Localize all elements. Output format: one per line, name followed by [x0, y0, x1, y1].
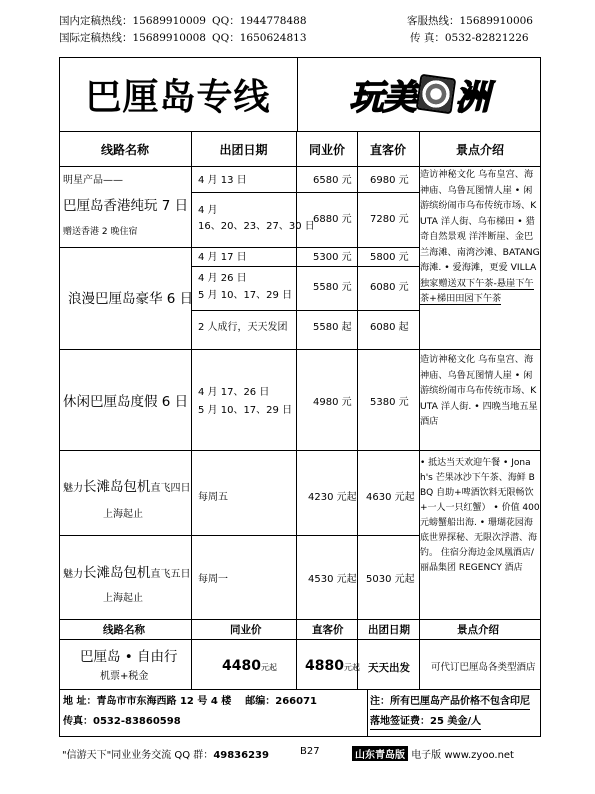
brand-logo: 玩美 洲: [298, 58, 540, 130]
sub-col-peer: 同业价: [230, 624, 262, 636]
col-date: 出团日期: [192, 132, 295, 166]
sub-col-direct: 直客价: [312, 624, 344, 636]
route-tag: 明星产品——: [63, 175, 123, 186]
tour-date: 4 月 13 日: [198, 175, 247, 186]
peer-price: 5300 元: [313, 252, 352, 263]
tour-date: 5 月 10、17、29 日: [198, 290, 293, 301]
scenic-intro-bali: 造访神秘文化 乌布皇宫、海神庙、乌鲁瓦图情人崖 • 闲游缤纷闹市乌布传统市场、KUTA 洋人街、乌布梯田 • 猎奇自然景观 洋泮断崖、金巴兰海滩、南湾沙滩、BATANG 海滩. • 爱海滩，更爱 VILLA 独家赠送双下午茶-悬崖下午茶+梯田田园下午茶: [420, 169, 540, 304]
intl-hotline: 国际定稿热线：15689910008: [59, 32, 206, 44]
sub-col-route: 线路名称: [103, 624, 145, 636]
tour-date: 每周一: [198, 574, 228, 585]
tour-date: 4 月 17、26 日: [198, 387, 270, 398]
route-name: 魅力长滩岛包机直飞五日: [63, 565, 191, 581]
peer-price: 6580 元: [313, 175, 352, 186]
qq-2: QQ：1650624813: [212, 32, 307, 44]
tour-date: 5 月 10、17、29 日: [198, 405, 293, 416]
direct-price: 6080 起: [370, 322, 409, 333]
sub-col-intro: 景点介绍: [457, 624, 499, 636]
peer-price: 4530 元起: [308, 574, 357, 585]
page-title: 巴厘岛专线: [85, 76, 271, 118]
direct-price: 6080 元: [370, 282, 409, 293]
route-name: 休闲巴厘岛度假 6 日: [63, 394, 189, 410]
route-origin: 上海起止: [103, 593, 143, 604]
col-route: 线路名称: [60, 132, 190, 166]
direct-price: 4630 元起: [366, 492, 415, 503]
free-trip-date: 天天出发: [368, 662, 410, 674]
peer-price: 4230 元起: [308, 492, 357, 503]
peer-price: 5580 元: [313, 282, 352, 293]
col-intro: 景点介绍: [420, 132, 540, 166]
free-trip-direct: 4880元起: [305, 658, 360, 674]
free-trip-name: 巴厘岛 • 自由行: [80, 649, 178, 665]
asia-badge-icon: [415, 74, 456, 115]
direct-price: 6980 元: [370, 175, 409, 186]
route-name: 浪漫巴厘岛豪华 6 日: [68, 291, 194, 307]
peer-price: 6880 元: [313, 214, 352, 225]
qq-1: QQ：1944778488: [212, 15, 307, 27]
peer-price: 4980 元: [313, 397, 352, 408]
route-name: 魅力长滩岛包机直飞四日: [63, 479, 191, 495]
route-origin: 上海起止: [103, 509, 143, 520]
tour-date: 2 人成行，天天发团: [198, 322, 288, 333]
free-trip-peer: 4480元起: [222, 658, 277, 674]
col-peer-price: 同业价: [297, 132, 357, 166]
address: 地 址：青岛市市东海西路 12 号 4 楼 邮编：266071: [63, 696, 317, 707]
visa-note-2: 落地签证费：25 美金/人: [370, 715, 481, 730]
direct-price: 5030 元起: [366, 574, 415, 585]
tour-date: 4 月: [198, 205, 218, 216]
route-name: 巴厘岛香港纯玩 7 日: [63, 198, 189, 214]
direct-price: 5800 元: [370, 252, 409, 263]
address-fax: 传真：0532-83860598: [63, 716, 181, 727]
free-trip-note: 机票+税金: [100, 671, 149, 682]
visa-note-1: 注：所有巴厘岛产品价格不包含印尼: [370, 695, 530, 710]
tour-date: 每周五: [198, 492, 228, 503]
direct-price: 5380 元: [370, 397, 409, 408]
footer-slogan: "信游天下"同业业务交流 QQ 群：49836239: [62, 750, 269, 761]
fax-number: 传 真：0532-82821226: [410, 32, 529, 44]
sub-col-date: 出团日期: [368, 624, 410, 636]
footer-brand: 山东青岛版 电子版 www.zyoo.net: [352, 746, 514, 761]
tour-date: 4 月 26 日: [198, 273, 247, 284]
free-trip-intro: 可代订巴厘岛各类型酒店: [431, 662, 536, 673]
col-direct-price: 直客价: [358, 132, 418, 166]
scenic-intro-leisure: 造访神秘文化 乌布皇宫、海神庙、乌鲁瓦图情人崖 • 闲游缤纷闹市乌布传统市场、KUTA 洋人街. • 四晚当地五星酒店: [420, 354, 538, 427]
tour-date: 16、20、23、27、30 日: [198, 221, 315, 232]
direct-price: 7280 元: [370, 214, 409, 225]
tour-date: 4 月 17 日: [198, 252, 247, 263]
peer-price: 5580 起: [313, 322, 352, 333]
scenic-intro-boracay: • 抵达当天欢迎午餐 • Jonah's 芒果冰沙下午茶、海鲜 BBQ 自助+啤酒饮料无限畅饮+一人一只红蟹） • 价值 400 元螃蟹船出海. • 珊瑚花园海底世界探秘、无限次浮潜、海钓。 住宿分海边金凤凰酒店/丽晶集团 REGENCY 酒店: [420, 458, 540, 573]
page-number: B27: [300, 746, 320, 757]
route-note: 赠送香港 2 晚住宿: [63, 227, 138, 237]
domestic-hotline: 国内定稿热线：15689910009: [59, 15, 206, 27]
service-hotline: 客服热线：15689910006: [407, 15, 533, 27]
